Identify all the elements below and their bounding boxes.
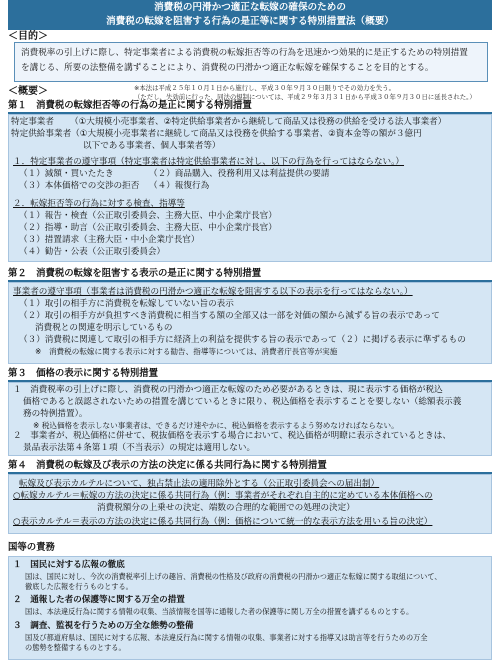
section-2-note: ※ 消費税の転嫁に関する表示に対する勧告、指導等については、消費者庁長官等が実施: [35, 347, 338, 356]
item-1-title: １．特定事業者の遵守事項（特定事業者は特定供給事業者に対し、以下の行為を行ってはならない。）: [13, 157, 405, 167]
section-2-line-3: 消費税との関連を明示しているもの: [35, 323, 173, 333]
duty-1-title: １ 国民に対する広報の徹底: [13, 560, 125, 570]
duty-3-title: ３ 調査、監視を行うための万全な態勢の整備: [13, 621, 194, 631]
specified-business-label: 特定事業者 （①大規模小売事業者、②特定供給事業者から継続して商品又は役務の供給を受ける法人事業者）: [11, 117, 447, 127]
purpose-box: [14, 42, 488, 82]
section-1-heading: 第１ 消費税の転嫁拒否等の行為の是正に関する特別措置: [8, 100, 492, 114]
section-2-title: 事業者の遵守事項（事業者は消費税の円滑かつ適正な転嫁を阻害する以下の表示を行ってはならない。）: [13, 287, 413, 297]
duties-panel: [8, 556, 492, 660]
item-1-b2: （４）報復行為: [149, 181, 210, 191]
section-4-panel: [8, 474, 492, 534]
title-line-1: 消費税の円滑かつ適正な転嫁の確保のための: [154, 2, 346, 13]
duty-1-text-2: 徹底した広報を行うものとする。: [25, 582, 133, 591]
item-1-a2: （２）商品購入、役務利用又は利益提供の要請: [149, 169, 330, 179]
section-3-p1-line-2: 価格であると誤認されないための措置を講じているときに限り、税込価格を表示することを要しない（総額表示義: [23, 397, 462, 407]
section-3-p2-line-2: 景品表示法第４条第１項（不当表示）の規定は適用しない。: [23, 443, 256, 453]
section-4-a1: ○転嫁カルテル＝転嫁の方法の決定に係る共同行為（例：事業者がそれぞれ自主的に定めている本体価格への: [13, 491, 433, 501]
duty-2-text-1: 国は、本法違反行為に関する情報の収集、当該情報を国等に通報した者の保護等に関し万全の措置を講ずるものとする。: [25, 607, 414, 616]
specified-supplier-label: 特定供給事業者（①大規模小売事業者に継続して商品又は役務を供給する事業者、②資本金等の額が３億円: [11, 129, 422, 139]
item-2-1: （１）報告・検査（公正取引委員会、主務大臣、中小企業庁長官）: [19, 211, 277, 221]
item-1-b1: （３）本体価格での交渉の拒否: [19, 181, 140, 191]
section-3-p2-line-1: ２ 事業者が、税込価格に併せて、税抜価格を表示する場合において、税込価格が明瞭に表示されているときは、: [13, 431, 451, 441]
section-3-note: ※ 税込価格を表示しない事業者は、できるだけ速やかに、税込価格を表示するよう努めなければならない。: [33, 421, 399, 430]
summary-note-2: （ただし、失効前に行った、同法の規制については、平成２９年３月３１日から平成３０年９月３０日に延長された。）: [134, 93, 476, 101]
section-1-panel: [8, 114, 492, 262]
section-3-panel: [8, 382, 492, 456]
purpose-heading: ＜目的＞: [8, 31, 48, 42]
section-3-heading: 第３ 価格の表示に関する特別措置: [8, 368, 492, 382]
summary-heading: ＜概要＞: [8, 86, 48, 97]
duties-heading: 国等の責務: [8, 542, 55, 553]
purpose-text-2: を講じる、所要の法整備を講ずることにより、消費税の円滑かつ適正な転嫁を確保することを目的とする。: [21, 63, 434, 73]
section-3-p1-line-3: 務の特例措置）。: [23, 409, 88, 419]
section-2-heading: 第２ 消費税の転嫁を阻害する表示の是正に関する特別措置: [8, 268, 492, 282]
section-2-line-4: （３）消費税に関連して取引の相手方に経済上の利益を提供する旨の表示であって（２）に掲げる表示に準ずるもの: [19, 335, 466, 345]
specified-supplier-text-2: 以下である事業者、個人事業者等）: [83, 141, 221, 151]
section-4-a2: 消費税額分の上乗せの決定、端数の合理的な範囲での処理の決定）: [97, 503, 355, 513]
section-3-p1-line-1: １ 消費税率の引上げに際し、消費税の円滑かつ適正な転嫁のため必要があるときは、現に表示する価格が税込: [13, 385, 443, 395]
section-4-heading: 第４ 消費税の転嫁及び表示の方法の決定に係る共同行為に関する特別措置: [8, 460, 492, 474]
item-2-title: ２．転嫁拒否等の行為に対する検査、指導等: [13, 199, 185, 209]
item-2-4: （４）勧告・公表（公正取引委員会）: [19, 247, 166, 257]
duty-3-text-2: の態勢を整備するものとする。: [25, 643, 126, 652]
purpose-text-1: 消費税率の引上げに際し、特定事業者による消費税の転嫁拒否等の行為を迅速かつ効果的に是正するための特別措置: [21, 48, 468, 58]
item-2-3: （３）措置請求（主務大臣・中小企業庁長官）: [19, 235, 200, 245]
title-line-2: 消費税の転嫁を阻害する行為の是正等に関する特別措置法（概要）: [106, 16, 394, 27]
section-2-line-2: （２）取引の相手方が負担すべき消費税に相当する額の全部又は一部を対価の額から減ずる旨の表示であって: [19, 311, 440, 321]
document-title: [8, 0, 492, 30]
summary-note-1: ※本法は平成２５年１０月１日から施行し、平成３０年９月３０日限りでその効力を失う。: [134, 84, 395, 92]
section-4-b1: ○表示カルテル＝表示の方法の決定に係る共同行為（例：価格について統一的な表示方法を用いる旨の決定）: [13, 517, 433, 527]
item-2-2: （２）指導・助言（公正取引委員会、主務大臣、中小企業庁長官）: [19, 223, 277, 233]
duty-2-title: ２ 通報した者の保護等に関する万全の措置: [13, 595, 185, 605]
item-1-a1: （１）減額・買いたたき: [19, 169, 114, 179]
duty-3-text-1: 国及び都道府県は、国民に対する広報、本法違反行為に関する情報の収集、事業者に対する指導又は助言等を行うための万全: [25, 633, 428, 642]
section-2-line-1: （１）取引の相手方に消費税を転嫁していない旨の表示: [19, 299, 234, 309]
section-2-panel: [8, 282, 492, 364]
section-4-title: 転嫁及び表示カルテルについて、独占禁止法の適用除外とする（公正取引委員会への届出制）: [19, 479, 380, 489]
duty-1-text-1: 国は、国民に対し、今次の消費税率引上げの趣旨、消費税の性格及び政府の消費税の円滑かつ適正な転嫁に関する取組について、: [25, 572, 442, 581]
